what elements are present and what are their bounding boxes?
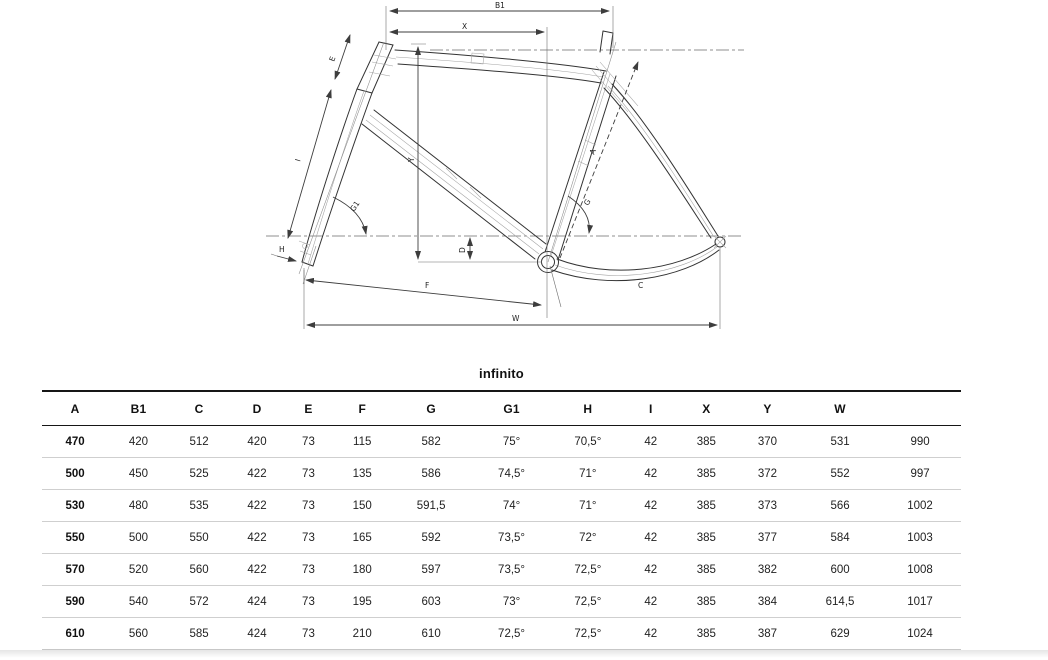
geometry-value: 385	[679, 458, 734, 490]
geometry-value: 384	[734, 586, 801, 618]
geometry-value: 422	[229, 522, 284, 554]
geometry-value: 75°	[470, 426, 553, 458]
column-header-y: Y	[734, 391, 801, 426]
geometry-value: 520	[108, 554, 169, 586]
geometry-value: 73°	[470, 586, 553, 618]
geometry-value: 72,5°	[553, 618, 623, 650]
geometry-value: 385	[679, 522, 734, 554]
dim-label-d: D	[458, 247, 467, 253]
table-row-size-590	[42, 586, 961, 618]
geometry-value: 382	[734, 554, 801, 586]
geometry-table-wrap	[42, 390, 961, 650]
dim-label-w: W	[512, 314, 520, 323]
geometry-value: 73,5°	[470, 522, 553, 554]
size-value: 500	[42, 458, 108, 490]
geometry-value: 42	[623, 522, 679, 554]
geometry-value: 1003	[879, 522, 961, 554]
geometry-value: 370	[734, 426, 801, 458]
geometry-value: 1024	[879, 618, 961, 650]
geometry-value: 422	[229, 458, 284, 490]
column-header-h: H	[553, 391, 623, 426]
dimension-a	[560, 62, 638, 258]
geometry-value: 584	[801, 522, 879, 554]
geometry-value: 1008	[879, 554, 961, 586]
geometry-value: 540	[108, 586, 169, 618]
geometry-value: 572	[169, 586, 230, 618]
geometry-value: 73	[285, 554, 333, 586]
dimension-c	[638, 281, 643, 290]
frame-tubes	[299, 31, 726, 281]
table-row-size-500	[42, 458, 961, 490]
geometry-value: 72°	[553, 522, 623, 554]
geometry-value: 73	[285, 618, 333, 650]
geometry-value: 373	[734, 490, 801, 522]
column-header-a: A	[42, 391, 108, 426]
geometry-value: 552	[801, 458, 879, 490]
geometry-value: 42	[623, 426, 679, 458]
geometry-value: 1002	[879, 490, 961, 522]
dim-label-x: X	[462, 22, 468, 31]
geometry-value: 450	[108, 458, 169, 490]
table-row-size-470	[42, 426, 961, 458]
size-value: 470	[42, 426, 108, 458]
dimension-i	[288, 90, 331, 238]
geometry-value: 165	[332, 522, 392, 554]
dim-label-e: E	[327, 55, 338, 63]
column-header-b1: B1	[108, 391, 169, 426]
geometry-value: 420	[229, 426, 284, 458]
size-value: 550	[42, 522, 108, 554]
dim-label-f: F	[425, 281, 430, 290]
geometry-value: 629	[801, 618, 879, 650]
geometry-value: 420	[108, 426, 169, 458]
geometry-value: 422	[229, 490, 284, 522]
column-header-g1: G1	[470, 391, 553, 426]
geometry-value: 525	[169, 458, 230, 490]
size-value: 570	[42, 554, 108, 586]
geometry-value: 42	[623, 458, 679, 490]
dimension-w	[304, 247, 720, 329]
column-header-x: X	[679, 391, 734, 426]
geometry-value: 42	[623, 490, 679, 522]
geometry-value: 600	[801, 554, 879, 586]
geometry-value: 385	[679, 490, 734, 522]
dimension-h	[271, 245, 296, 261]
geometry-value: 990	[879, 426, 961, 458]
dim-label-g1: G1	[348, 199, 362, 214]
dim-label-c: C	[638, 281, 644, 290]
geometry-value: 372	[734, 458, 801, 490]
geometry-value: 582	[392, 426, 470, 458]
geometry-table-header-row	[42, 391, 961, 426]
column-header-g: G	[392, 391, 470, 426]
geometry-value: 210	[332, 618, 392, 650]
geometry-value: 385	[679, 618, 734, 650]
geometry-value: 424	[229, 618, 284, 650]
geometry-value: 73	[285, 586, 333, 618]
geometry-table	[42, 390, 961, 650]
reference-centerlines	[266, 50, 744, 236]
geometry-value: 115	[332, 426, 392, 458]
dimension-g1-angle	[333, 197, 366, 234]
bottom-scroll-shadow	[0, 650, 1048, 658]
geometry-value: 610	[392, 618, 470, 650]
column-header-blank	[879, 391, 961, 426]
geometry-value: 550	[169, 522, 230, 554]
dimension-f	[304, 266, 561, 307]
geometry-value: 73	[285, 522, 333, 554]
geometry-value: 1017	[879, 586, 961, 618]
geometry-value: 150	[332, 490, 392, 522]
geometry-value: 72,5°	[553, 554, 623, 586]
column-header-c: C	[169, 391, 230, 426]
geometry-value: 70,5°	[553, 426, 623, 458]
geometry-value: 585	[169, 618, 230, 650]
geometry-value: 997	[879, 458, 961, 490]
geometry-value: 71°	[553, 490, 623, 522]
geometry-value: 592	[392, 522, 470, 554]
dim-label-i: I	[293, 157, 303, 163]
geometry-value: 560	[169, 554, 230, 586]
geometry-value: 614,5	[801, 586, 879, 618]
dimension-x	[390, 22, 547, 318]
geometry-value: 72,5°	[553, 586, 623, 618]
geometry-value: 195	[332, 586, 392, 618]
geometry-value: 566	[801, 490, 879, 522]
table-row-size-550	[42, 522, 961, 554]
geometry-value: 42	[623, 586, 679, 618]
geometry-value: 535	[169, 490, 230, 522]
size-value: 590	[42, 586, 108, 618]
dim-label-g: G	[581, 197, 593, 207]
geometry-value: 531	[801, 426, 879, 458]
dim-label-a: A	[587, 147, 598, 156]
table-row-size-530	[42, 490, 961, 522]
geometry-value: 42	[623, 618, 679, 650]
dim-label-h: H	[279, 245, 285, 254]
geometry-value: 180	[332, 554, 392, 586]
dimension-b1	[386, 1, 613, 50]
geometry-value: 512	[169, 426, 230, 458]
geometry-value: 135	[332, 458, 392, 490]
geometry-value: 73,5°	[470, 554, 553, 586]
column-header-f: F	[332, 391, 392, 426]
geometry-value: 74,5°	[470, 458, 553, 490]
model-title: infinito	[479, 366, 524, 381]
geometry-value: 597	[392, 554, 470, 586]
size-value: 610	[42, 618, 108, 650]
geometry-value: 387	[734, 618, 801, 650]
geometry-value: 424	[229, 586, 284, 618]
table-row-size-610	[42, 618, 961, 650]
geometry-value: 74°	[470, 490, 553, 522]
column-header-w: W	[801, 391, 879, 426]
geometry-value: 560	[108, 618, 169, 650]
geometry-value: 591,5	[392, 490, 470, 522]
dimension-d	[458, 238, 470, 259]
geometry-value: 603	[392, 586, 470, 618]
geometry-value: 586	[392, 458, 470, 490]
dimension-e	[327, 35, 350, 79]
dim-label-y: Y	[407, 157, 416, 162]
geometry-value: 385	[679, 586, 734, 618]
geometry-value: 42	[623, 554, 679, 586]
geometry-value: 422	[229, 554, 284, 586]
geometry-value: 73	[285, 490, 333, 522]
column-header-i: I	[623, 391, 679, 426]
geometry-value: 71°	[553, 458, 623, 490]
geometry-value: 385	[679, 554, 734, 586]
size-value: 530	[42, 490, 108, 522]
column-header-e: E	[285, 391, 333, 426]
dimension-y	[407, 44, 542, 262]
dim-label-b1: B1	[495, 1, 505, 10]
geometry-value: 377	[734, 522, 801, 554]
geometry-value: 385	[679, 426, 734, 458]
geometry-value: 500	[108, 522, 169, 554]
geometry-value: 72,5°	[470, 618, 553, 650]
geometry-value: 73	[285, 426, 333, 458]
column-header-d: D	[229, 391, 284, 426]
geometry-value: 480	[108, 490, 169, 522]
geometry-value: 73	[285, 458, 333, 490]
table-row-size-570	[42, 554, 961, 586]
